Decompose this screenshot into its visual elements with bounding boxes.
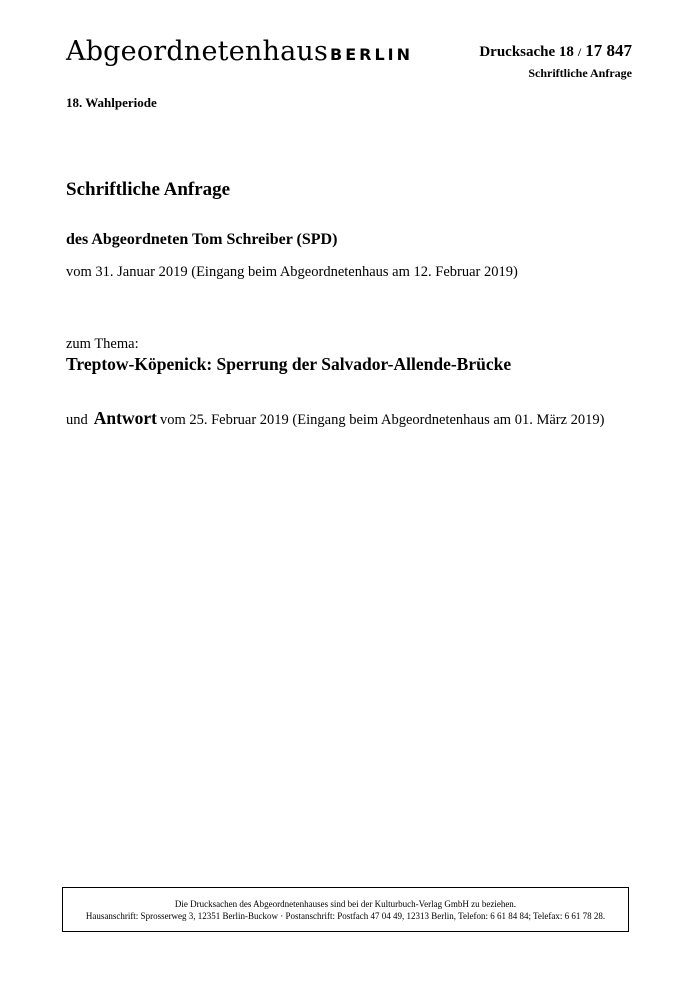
submission-date: vom 31. Januar 2019 (Eingang beim Abgeordnetenhaus am 12. Februar 2019): [66, 264, 518, 280]
document-title: Schriftliche Anfrage: [66, 179, 231, 200]
answer-prefix: und: [66, 412, 88, 428]
footer-line-1: Die Drucksachen des Abgeordnetenhauses sind bei der Kulturbuch-Verlag GmbH zu beziehen.: [174, 899, 517, 909]
topic-label: zum Thema:: [66, 336, 139, 352]
topic-title: Treptow-Köpenick: Sperrung der Salvador-Allende-Brücke: [66, 354, 512, 374]
institution-name: Abgeordnetenhaus: [66, 36, 329, 67]
drucksache-label: Drucksache 18: [479, 44, 574, 60]
doc-type-label: Schriftliche Anfrage: [528, 66, 632, 80]
drucksache-number: [479, 41, 632, 61]
drucksache-separator: /: [577, 45, 582, 59]
footer-line-2: Hausanschrift: Sprosserweg 3, 12351 Berlin-Buckow · Postanschrift: Postfach 47 04 49, 12313 Berlin, Telefon: 6 61 84 84; Telefax: 6 61 78 28.: [85, 911, 606, 921]
drucksache-value: 17 847: [585, 41, 632, 60]
institution-logo: [66, 36, 413, 67]
institution-city: BERLIN: [330, 45, 413, 64]
answer-word: Antwort: [93, 408, 157, 428]
legislative-period: 18. Wahlperiode: [66, 95, 157, 110]
answer-date: vom 25. Februar 2019 (Eingang beim Abgeordnetenhaus am 01. März 2019): [159, 412, 605, 428]
answer-line: [66, 408, 605, 429]
author-line: des Abgeordneten Tom Schreiber (SPD): [66, 231, 338, 248]
footer-box: [62, 887, 629, 932]
